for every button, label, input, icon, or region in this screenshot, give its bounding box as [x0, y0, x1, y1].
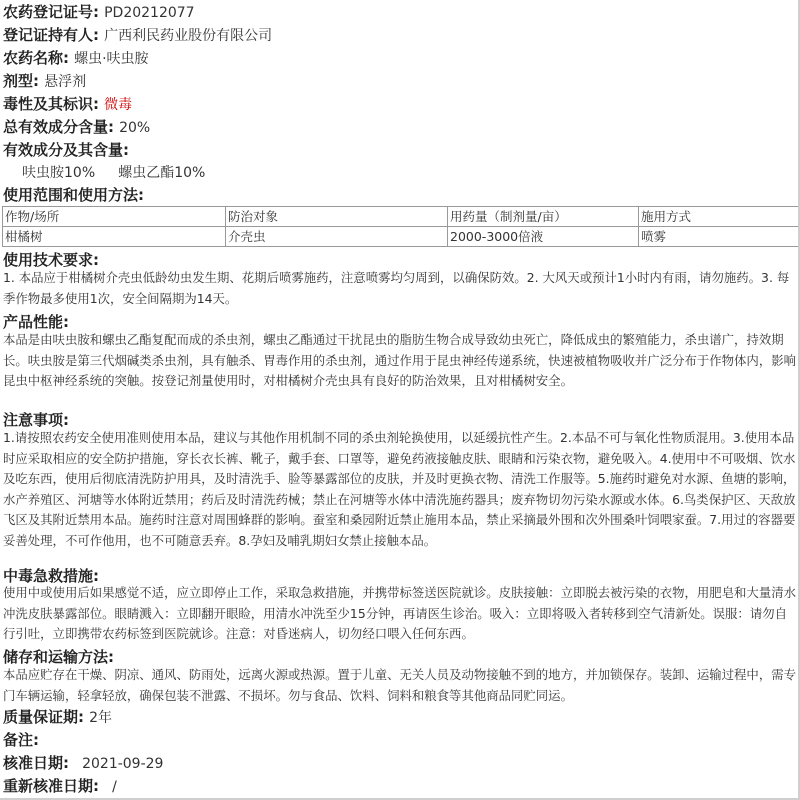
- usage-table: [2, 206, 799, 247]
- total-label: 总有效成分含量:: [3, 118, 114, 136]
- storage-title: 储存和运输方法:: [3, 648, 114, 666]
- storage-text: 本品应贮存在干燥、阴凉、通风、防雨处，远离火源或热源。置于儿童、无关人员及动物接触不到的地方，并加锁保存。装卸、运输过程中，需专门车辆运输，轻拿轻放，确保包装不泄露、不损坏。勿与食品、饮料、饲料和粮食等其他商品同贮同运。: [3, 667, 796, 703]
- reg-no-label: 农药登记证号:: [3, 3, 99, 21]
- ingredients-list: [22, 162, 205, 183]
- usage-cell-target: 介壳虫: [226, 227, 448, 247]
- ingredients-label: 有效成分及其含量:: [3, 141, 129, 159]
- usage-cell-method: 喷雾: [639, 227, 799, 247]
- reapprove-row: [3, 776, 117, 797]
- usage-table-header-row: [3, 207, 799, 227]
- usage-title: 使用范围和使用方法:: [3, 186, 144, 204]
- toxicity-row: [3, 94, 132, 115]
- holder-value: 广西利民药业股份有限公司: [104, 28, 273, 44]
- ingredients-row: [3, 140, 129, 160]
- usage-cell-crop: 柑橘树: [3, 227, 226, 247]
- precautions-title: 注意事项:: [3, 411, 69, 429]
- form-row: [3, 71, 86, 92]
- precautions-text: 1.请按照农药安全使用准则使用本品，建议与其他作用机制不同的杀虫剂轮换使用，以延缓抗性产生。2.本品不可与氧化性物质混用。3.使用本品时应采取相应的安全防护措施，穿长衣长裤、靴子，戴手套、口罩等，避免药液接触皮肤、眼睛和污染衣物，避免吸入。4.使用中不可吸烟、饮水及吃东西，使用后彻底清洗防护用具，及时清洗手、脸等暴露部位的皮肤，并及时更换衣物、清洗工作服等。5.施药时避免对水源、鱼塘的影响，水产养殖区、河塘等水体附近禁用；药后及时清洗药械；禁止在河塘等水体中清洗施药器具；废弃物切勿污染水源或水体。6.鸟类保护区、天敌放飞区及其附近禁用本品。施药时注意对周围蜂群的影响。蚕室和桑园附近禁止施用本品，禁止采摘最外围和次外围桑叶饲喂家蚕。7.用过的容器要妥善处理，不可作他用，也不可随意丢弃。8.孕妇及哺乳期妇女禁止接触本品。: [3, 430, 796, 548]
- shelf-value: 2年: [89, 710, 113, 726]
- ingredient-item: 螺虫乙酯10%: [118, 165, 206, 181]
- total-row: [3, 117, 150, 138]
- technique-title: 使用技术要求:: [3, 251, 99, 269]
- reapprove-label: 重新核准日期:: [3, 777, 99, 795]
- name-row: [3, 48, 149, 69]
- form-label: 剂型:: [3, 72, 39, 90]
- name-value: 螺虫·呋虫胺: [74, 51, 149, 67]
- toxicity-label: 毒性及其标识:: [3, 95, 99, 113]
- reg-no-row: [3, 2, 195, 23]
- name-label: 农药名称:: [3, 49, 69, 67]
- remarks-label: 备注:: [3, 731, 39, 749]
- performance-text: 本品是由呋虫胺和螺虫乙酯复配而成的杀虫剂，螺虫乙酯通过干扰昆虫的脂肪生物合成导致幼虫死亡，降低成虫的繁殖能力，杀虫谱广，持效期长。呋虫胺是第三代烟碱类杀虫剂，具有触杀、胃毒作用的杀虫剂，通过作用于昆虫神经传递系统，快速被植物吸收并广泛分布于作物体内，影响昆虫中枢神经系统的突触。按登记剂量使用时，对柑橘树介壳虫具有良好的防治效果，且对柑橘树安全。: [3, 332, 796, 388]
- shelf-row: [3, 707, 112, 728]
- firstaid-title: 中毒急救措施:: [3, 567, 99, 585]
- form-value: 悬浮剂: [44, 74, 87, 90]
- performance-title: 产品性能:: [3, 313, 69, 331]
- reapprove-date: /: [112, 779, 117, 795]
- reg-no-value: PD20212077: [104, 5, 195, 21]
- approve-label: 核准日期:: [3, 754, 69, 772]
- toxicity-value: 微毒: [104, 97, 133, 113]
- ingredient-item: 呋虫胺10%: [22, 165, 96, 181]
- holder-row: [3, 25, 272, 46]
- usage-col-header: 防治对象: [226, 207, 448, 227]
- table-row: [3, 227, 799, 247]
- shelf-label: 质量保证期:: [3, 708, 84, 726]
- usage-cell-dosage: 2000-3000倍液: [448, 227, 639, 247]
- firstaid-text: 使用中或使用后如果感觉不适，应立即停止工作，采取急救措施，并携带标签送医院就诊。皮肤接触：立即脱去被污染的衣物，用肥皂和大量清水冲洗皮肤暴露部位。眼睛溅入：立即翻开眼睑，用清水冲洗至少15分钟，再请医生诊治。吸入：立即将吸入者转移到空气清新处。误服：请勿自行引吐，立即携带农药标签到医院就诊。注意：对昏迷病人，切勿经口喂入任何东西。: [3, 585, 796, 641]
- approve-date: 2021-09-29: [82, 756, 164, 772]
- usage-col-header: 用药量（制剂量/亩）: [448, 207, 639, 227]
- remarks-row: [3, 730, 39, 750]
- holder-label: 登记证持有人:: [3, 26, 99, 44]
- usage-col-header: 施用方式: [639, 207, 799, 227]
- total-value: 20%: [119, 120, 151, 136]
- approve-row: [3, 753, 163, 774]
- technique-text: 1. 本品应于柑橘树介壳虫低龄幼虫发生期、花期后喷雾施药，注意喷雾均匀周到，以确保防效。2. 大风天或预计1小时内有雨，请勿施药。3. 每季作物最多使用1次，安全间隔期为14天。: [3, 270, 790, 306]
- usage-col-header: 作物/场所: [3, 207, 226, 227]
